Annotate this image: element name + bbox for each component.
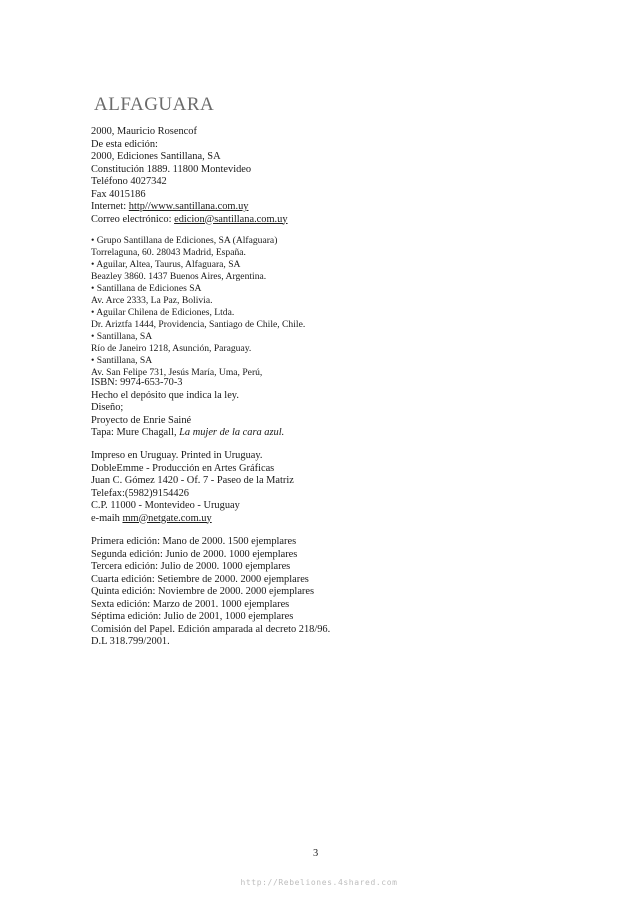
edition-line: Cuarta edición: Setiembre de 2000. 2000 ejemplares [91, 573, 309, 585]
paper-commission: Comisión del Papel. Edición amparada al decreto 218/96. [91, 623, 331, 635]
printer-address: Juan C. Gómez 1420 - Of. 7 - Paseo de la Matriz [91, 475, 294, 486]
isbn-block [91, 377, 491, 440]
printer-email-label: e-maih [91, 512, 123, 524]
edition-line: Primera edición: Mano de 2000. 1500 ejemplares [91, 536, 297, 547]
svg-text:ALFAGUARA: ALFAGUARA [94, 94, 215, 115]
address-line: • Santillana, SA [91, 331, 153, 342]
printer-email-line [91, 513, 491, 526]
address-line: Torrelaguna, 60. 28043 Madrid, España. [91, 247, 246, 258]
publisher-name: 2000, Ediciones Santillana, SA [91, 151, 221, 162]
cover-artwork-title: La mujer de la cara azul. [179, 427, 285, 438]
printer-telefax: Telefax:(5982)9154426 [91, 487, 189, 499]
edition-line: Tercera edición: Julio de 2000. 1000 ejemplares [91, 561, 291, 572]
edition-line: Quinta edición: Noviembre de 2000. 2000 ejemplares [91, 586, 315, 597]
design-project: Proyecto de Enrie Sainé [91, 414, 192, 426]
addresses-block [91, 235, 491, 379]
footer-url[interactable]: http://Rebeliones.4shared.com [240, 878, 398, 887]
edition-line: Séptima edición: Julio de 2001, 1000 ejemplares [91, 611, 294, 622]
cover-credit [91, 427, 491, 440]
edition-line: Segunda edición: Junio de 2000. 1000 ejemplares [91, 548, 298, 560]
design-label: Diseño; [91, 402, 124, 413]
alfaguara-logo [94, 91, 215, 115]
email-link[interactable]: edicion@santillana.com.uy [174, 213, 288, 225]
address-line: • Aguilar, Altea, Taurus, Alfaguara, SA [91, 259, 241, 270]
edition-label: De esta edición: [91, 138, 158, 150]
publisher-address: Constitución 1889. 11800 Montevideo [91, 163, 252, 175]
page-number: 3 [313, 848, 319, 859]
internet-label: Internet: [91, 201, 129, 212]
publisher-phone: Teléfono 4027342 [91, 176, 167, 187]
isbn: ISBN: 9974-653-70-3 [91, 377, 183, 388]
printing-block [91, 450, 491, 525]
copyright-block [91, 126, 491, 226]
cover-label: Tapa: Mure Chagall, [91, 427, 180, 438]
address-line: Av. Arce 2333, La Paz, Bolivia. [91, 295, 213, 306]
address-line: • Grupo Santillana de Ediciones, SA (Alfaguara) [91, 235, 278, 246]
printer-postal: C.P. 11000 - Montevideo - Uruguay [91, 500, 240, 511]
address-line: • Santillana de Ediciones SA [91, 283, 202, 294]
printer-name: DobleEmme - Producción en Artes Gráficas [91, 462, 275, 474]
website-link[interactable]: http//www.santillana.com.uy [128, 201, 249, 212]
legal-deposit: Hecho el depósito que indica la ley. [91, 389, 239, 401]
address-line: Río de Janeiro 1218, Asunción, Paraguay. [91, 343, 252, 354]
copyright-holder: 2000, Mauricio Rosencof [91, 126, 197, 137]
internet-line [91, 201, 491, 214]
editions-block [91, 536, 491, 649]
printer-email-link[interactable]: mm@netgate.com.uy [122, 512, 212, 524]
legal-deposit-number: D.L 318.799/2001. [91, 636, 170, 647]
printed-in: Impreso en Uruguay. Printed in Uruguay. [91, 450, 263, 461]
address-line: Av. San Felipe 731, Jesús María, Uma, Perú, [91, 367, 263, 378]
address-line: • Santillana, SA [91, 355, 153, 366]
publisher-fax: Fax 4015186 [91, 188, 146, 200]
email-line [91, 214, 491, 227]
email-label: Correo electrónico: [91, 213, 175, 225]
address-line: Beazley 3860. 1437 Buenos Aires, Argentina. [91, 271, 267, 282]
edition-line: Sexta edición: Marzo de 2001. 1000 ejemplares [91, 598, 290, 610]
address-line: Dr. Ariztfa 1444, Providencia, Santiago de Chile, Chile. [91, 319, 306, 330]
address-line: • Aguilar Chilena de Ediciones, Ltda. [91, 307, 235, 318]
